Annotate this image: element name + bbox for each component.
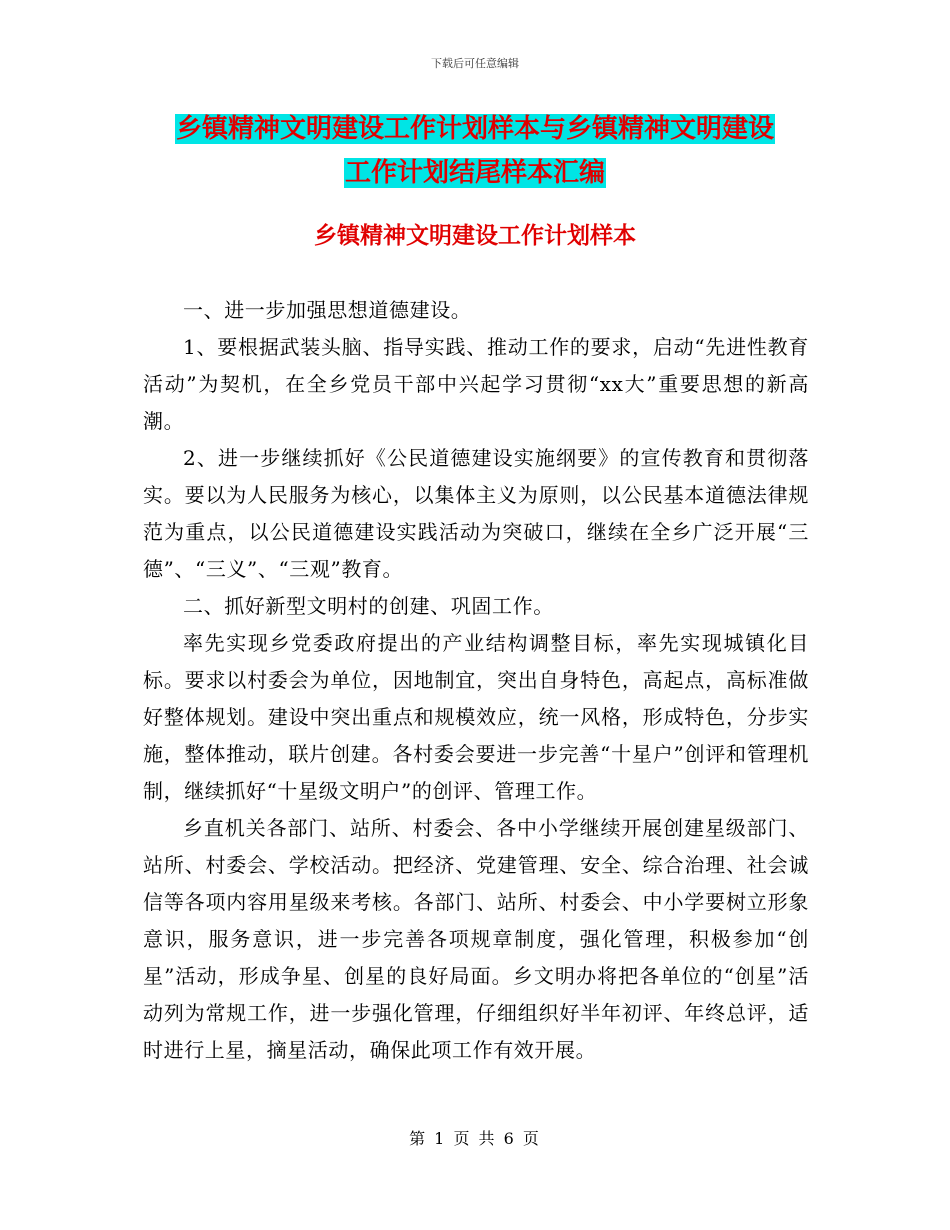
document-body	[143, 292, 809, 1069]
paragraph-3: 2、进一步继续抓好《公民道德建设实施纲要》的宣传教育和贯彻落实。要以为人民服务为核心，以集体主义为原则，以公民基本道德法律规范为重点，以公民道德建设实践活动为突破口，继续在全乡广泛开展“三德”、“三义”、“三观”教育。	[143, 446, 809, 581]
paragraph-6: 乡直机关各部门、站所、村委会、各中小学继续开展创建星级部门、站所、村委会、学校活动。把经济、党建管理、安全、综合治理、社会诚信等各项内容用星级来考核。各部门、站所、村委会、中小学要树立形象意识，服务意识，进一步完善各项规章制度，强化管理，积极参加“创星”活动，形成争星、创星的良好局面。乡文明办将把各单位的“创星”活动列为常规工作，进一步强化管理，仔细组织好半年初评、年终总评，适时进行上星，摘星活动，确保此项工作有效开展。	[143, 816, 809, 1062]
document-title-line1-text: 乡镇精神文明建设工作计划样本与乡镇精神文明建设	[175, 114, 774, 144]
document-title-line1	[0, 112, 950, 146]
paragraph-2: 1、要根据武装头脑、指导实践、推动工作的要求，启动“先进性教育活动”为契机，在全乡党员干部中兴起学习贯彻“xx大”重要思想的新高潮。	[143, 335, 809, 433]
section-title: 乡镇精神文明建设工作计划样本	[314, 223, 636, 249]
document-title-line2-text: 工作计划结尾样本汇编	[344, 158, 605, 188]
header-note: 下载后可任意编辑	[431, 57, 519, 70]
page-footer: 第 1 页 共 6 页	[409, 1129, 541, 1148]
paragraph-4: 二、抓好新型文明村的创建、巩固工作。	[183, 594, 554, 618]
paragraph-1: 一、进一步加强思想道德建设。	[183, 298, 472, 322]
paragraph-5: 率先实现乡党委政府提出的产业结构调整目标，率先实现城镇化目标。要求以村委会为单位，因地制宜，突出自身特色，高起点，高标准做好整体规划。建设中突出重点和规模效应，统一风格，形成特色，分步实施，整体推动，联片创建。各村委会要进一步完善“十星户”创评和管理机制，继续抓好“十星级文明户”的创评、管理工作。	[143, 631, 809, 803]
document-title-line2	[0, 156, 950, 190]
